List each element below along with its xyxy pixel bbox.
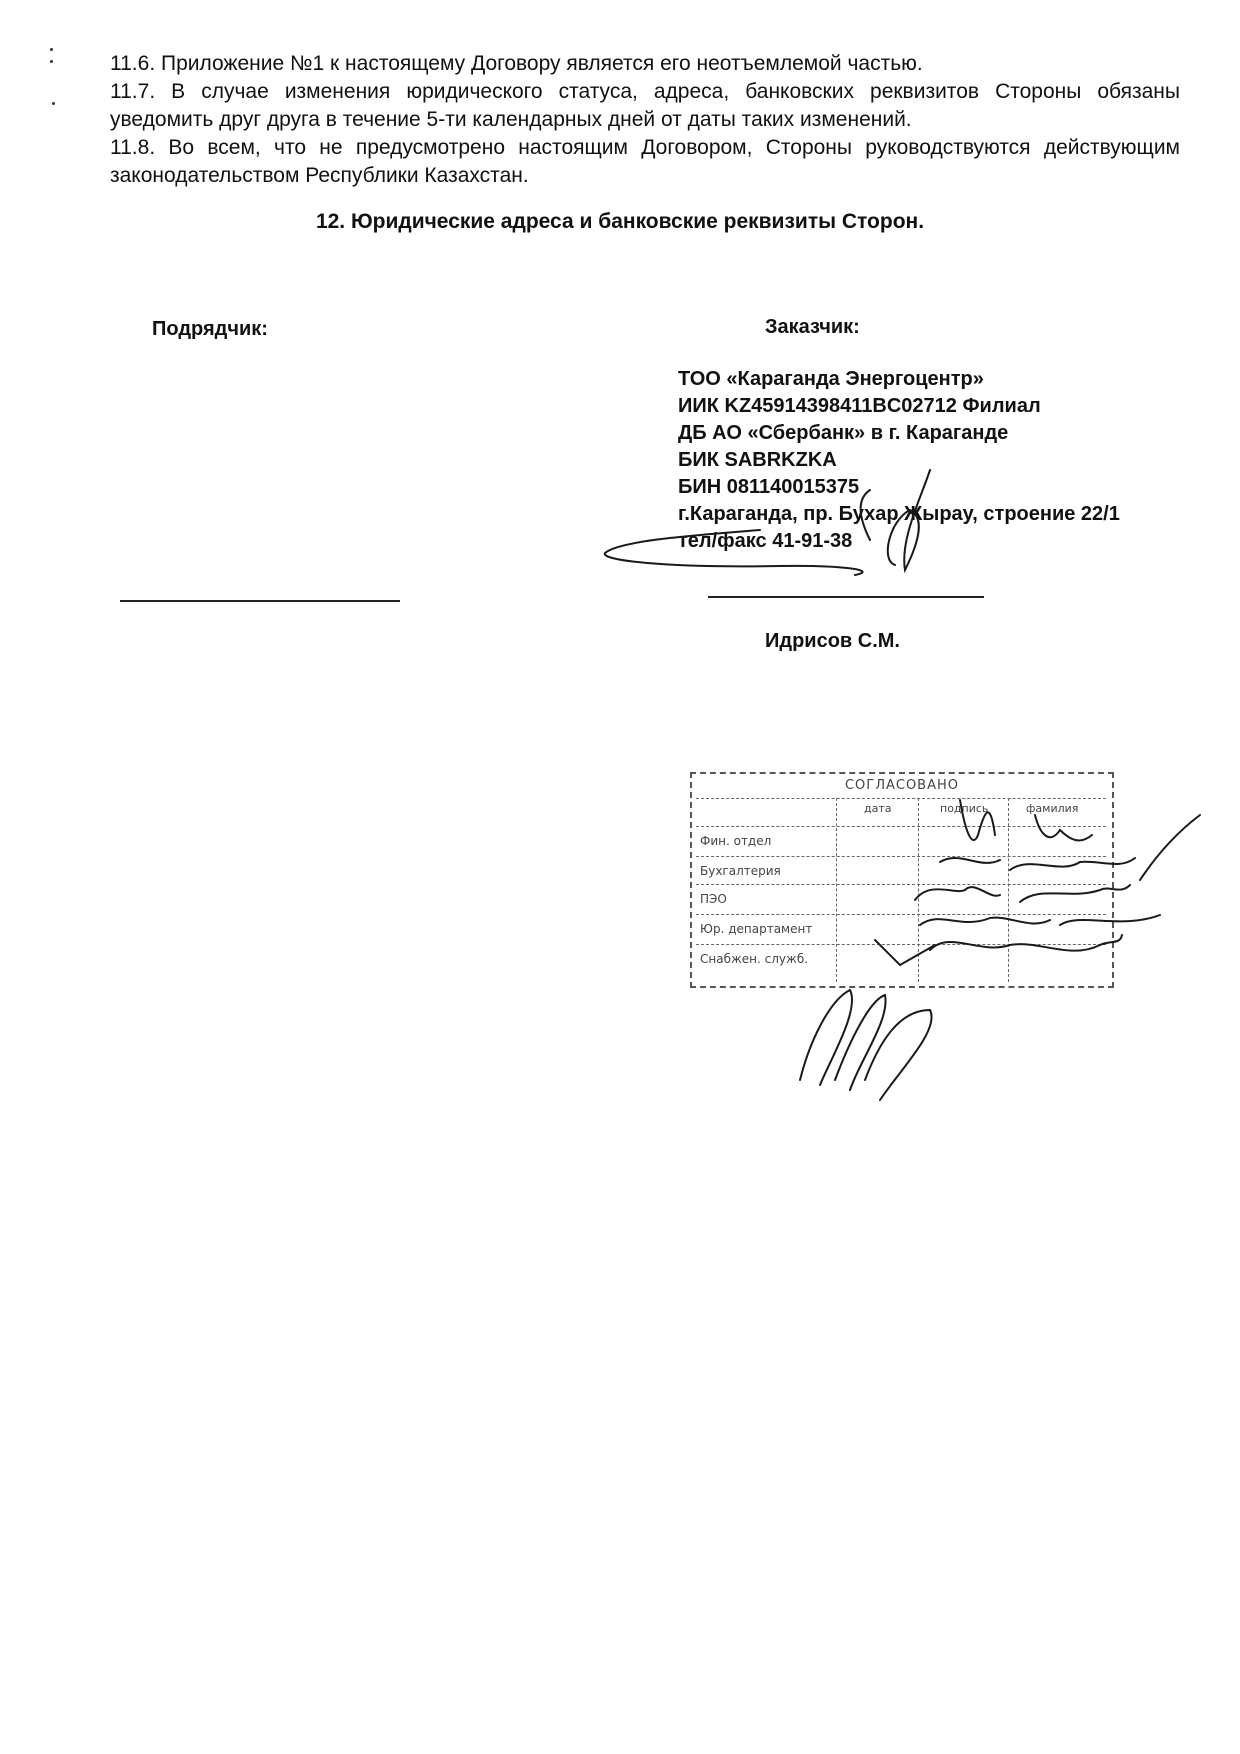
stamp-signature-supply <box>875 935 1122 965</box>
customer-bin: БИН 081140015375 <box>678 476 860 498</box>
clause-11-6: 11.6. Приложение №1 к настоящему Договору является его неотъемлемой частью. <box>110 52 923 75</box>
customer-bank: ДБ АО «Сбербанк» в г. Караганде <box>678 422 1009 444</box>
stamp-row-supply: Снабжен. служб. <box>700 952 809 966</box>
stamp-signature-legal <box>920 915 1160 925</box>
stamp-signature-large <box>800 990 932 1100</box>
clause-11-8: 11.8. Во всем, что не предусмотрено настоящим Договором, Стороны руководствуются действующим законодательством Республики Казахстан. <box>110 136 1180 187</box>
customer-signatory-name: Идрисов С.М. <box>765 630 900 652</box>
stamp-signature-accounting <box>940 815 1200 880</box>
contractor-label: Подрядчик: <box>152 318 268 340</box>
stamp-signature-peo <box>915 885 1130 902</box>
customer-company: ТОО «Караганда Энергоцентр» <box>678 368 984 390</box>
customer-bik: БИК SABRKZKA <box>678 449 837 471</box>
customer-phone: тел/факс 41-91-38 <box>678 530 853 552</box>
customer-label: Заказчик: <box>765 316 860 338</box>
stamp-row-peo: ПЭО <box>700 892 727 906</box>
customer-iik: ИИК KZ45914398411BC02712 Филиал <box>678 395 1041 417</box>
stamp-col-surname: фамилия <box>1026 802 1079 815</box>
stamp-row-accounting: Бухгалтерия <box>700 864 781 878</box>
stamp-title: СОГЛАСОВАНО <box>844 778 960 793</box>
customer-address: г.Караганда, пр. Бухар Жырау, строение 22/1 <box>678 503 1120 525</box>
section-heading: 12. Юридические адреса и банковские реквизиты Сторон. <box>315 210 925 233</box>
stamp-row-finance: Фин. отдел <box>700 834 772 848</box>
stamp-col-date: дата <box>864 802 892 815</box>
stamp-row-legal: Юр. департамент <box>700 922 813 936</box>
customer-signature <box>605 470 930 575</box>
stamp-col-signature: подпись <box>940 802 989 815</box>
stamp-signature-finance <box>960 800 1092 840</box>
clause-11-7: 11.7. В случае изменения юридического статуса, адреса, банковских реквизитов Стороны обязаны уведомить друг друга в течение 5-ти календарных дней от даты таких изменений. <box>110 80 1180 131</box>
